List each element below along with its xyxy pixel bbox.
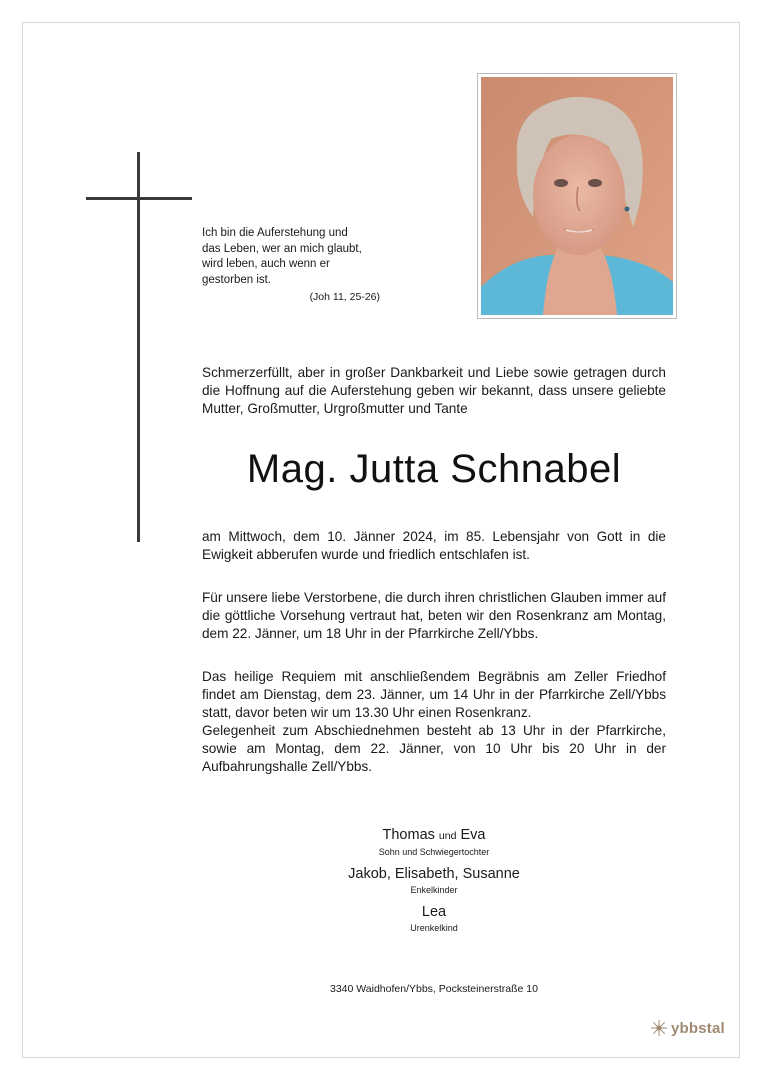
mourner-names (202, 826, 666, 846)
cross-icon-horizontal-bar (86, 197, 192, 200)
dandelion-icon (650, 1019, 668, 1037)
mourner-relation: Enkelkinder (410, 885, 458, 895)
bible-quote (202, 226, 402, 306)
logo-text: ybbstal (671, 1019, 725, 1037)
cross-icon-vertical-bar (137, 152, 140, 542)
mourner-relation: Urenkelkind (410, 923, 458, 933)
quote-line: das Leben, wer an mich glaubt, (202, 242, 362, 255)
ybbstal-logo (650, 1019, 725, 1037)
mourner-relation: Sohn und Schwiegertochter (378, 847, 490, 857)
mourner-names: Lea (421, 904, 447, 920)
mourner-name: Thomas (382, 827, 435, 843)
intro-paragraph: Schmerzerfüllt, aber in großer Dankbarkeit und Liebe sowie getragen durch die Hoffnung auf die Auferstehung geben wir bekannt, dass unsere geliebte Mutter, Großmutter, Urgroßmutter und Tante (202, 365, 666, 416)
farewell-paragraph: Gelegenheit zum Abschiednehmen besteht ab 13 Uhr in der Pfarrkirche, sowie am Montag, dem 22. Jänner, von 10 Uhr bis 20 Uhr in der Aufbahrungshalle Zell/Ybbs. (202, 723, 666, 774)
mourner-names: Jakob, Elisabeth, Susanne (348, 866, 520, 882)
quote-line: gestorben ist. (202, 273, 272, 286)
family-address: 3340 Waidhofen/Ybbs, Pocksteinerstraße 10 (330, 983, 538, 995)
mourners-list (202, 826, 666, 941)
deceased-name: Mag. Jutta Schnabel (246, 447, 622, 491)
rosary-paragraph: Für unsere liebe Verstorbene, die durch ihren christlichen Glauben immer auf die göttliche Vorsehung vertraut hat, beten wir den Rosenkranz am Montag, dem 22. Jänner, um 18 Uhr in der Pfarrkirche Zell/Ybbs. (202, 590, 666, 641)
quote-line: Ich bin die Auferstehung und (202, 227, 348, 239)
quote-line: wird leben, auch wenn er (202, 258, 330, 270)
mourner-connector: und (438, 830, 457, 842)
portrait-image (481, 77, 673, 315)
mourner-name: Eva (460, 827, 486, 843)
requiem-paragraph: Das heilige Requiem mit anschließendem Begräbnis am Zeller Friedhof findet am Dienstag, dem 23. Jänner, um 14 Uhr in der Pfarrkirche Zell/Ybbs statt, davor beten wir um 13.30 Uhr einen Rosenkranz. (202, 669, 666, 720)
quote-reference: (Joh 11, 25-26) (309, 291, 380, 303)
death-paragraph: am Mittwoch, dem 10. Jänner 2024, im 85. Lebensjahr von Gott in die Ewigkeit abberufen wurde und friedlich entschlafen ist. (202, 529, 666, 562)
portrait-photo (477, 73, 677, 319)
